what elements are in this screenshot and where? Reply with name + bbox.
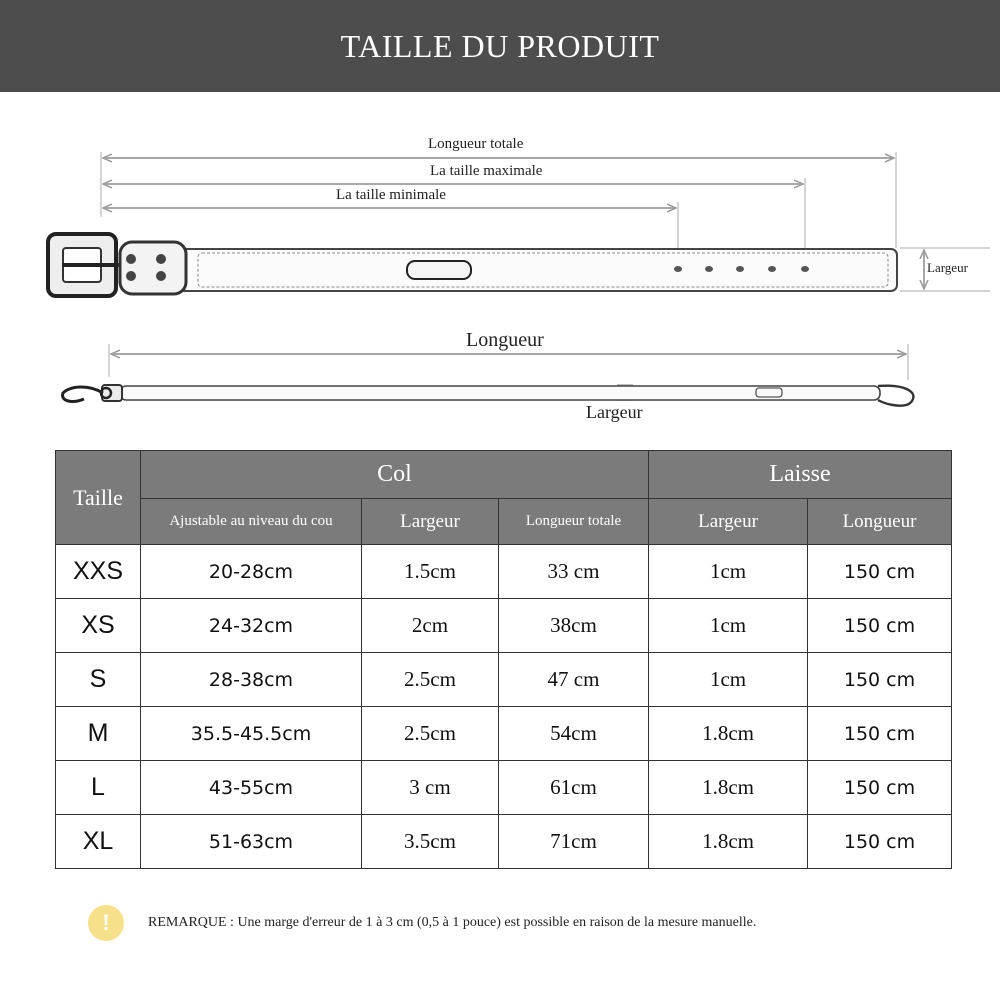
product-diagram — [0, 92, 1000, 442]
adjustable-cell: 43-55cm — [141, 761, 362, 815]
leash-length-cell: 150 cm — [808, 545, 952, 599]
size-table — [55, 450, 952, 869]
leash-width-cell: 1cm — [649, 653, 808, 707]
leash-illustration — [63, 385, 914, 406]
table-row — [56, 545, 952, 599]
adjustable-cell: 24-32cm — [141, 599, 362, 653]
table-row — [56, 653, 952, 707]
collar-group-header: Col — [141, 451, 649, 499]
leash-length-cell: 150 cm — [808, 653, 952, 707]
total-length-header: Longueur totale — [499, 499, 649, 545]
leash-group-header: Laisse — [649, 451, 952, 499]
total-length-cell: 47 cm — [499, 653, 649, 707]
total-length-cell: 33 cm — [499, 545, 649, 599]
leash-length-cell: 150 cm — [808, 599, 952, 653]
total-length-cell: 61cm — [499, 761, 649, 815]
page-header — [0, 0, 1000, 92]
adjustable-header: Ajustable au niveau du cou — [141, 499, 362, 545]
table-row — [56, 815, 952, 869]
collar-min-size-label: La taille minimale — [336, 187, 446, 203]
total-length-cell: 71cm — [499, 815, 649, 869]
adjustable-cell: 20-28cm — [141, 545, 362, 599]
size-column-header: Taille — [56, 451, 141, 545]
leash-length-cell: 150 cm — [808, 815, 952, 869]
leash-length-cell: 150 cm — [808, 761, 952, 815]
adjustable-cell: 51-63cm — [141, 815, 362, 869]
leash-width-header: Largeur — [649, 499, 808, 545]
size-cell: L — [56, 761, 141, 815]
table-row — [56, 707, 952, 761]
collar-width-cell: 3 cm — [362, 761, 499, 815]
size-cell: XS — [56, 599, 141, 653]
collar-width-header: Largeur — [362, 499, 499, 545]
leash-length-label: Longueur — [466, 329, 544, 351]
collar-width-cell: 1.5cm — [362, 545, 499, 599]
table-row — [56, 599, 952, 653]
collar-width-cell: 2cm — [362, 599, 499, 653]
leash-width-cell: 1.8cm — [649, 707, 808, 761]
size-cell: XL — [56, 815, 141, 869]
leash-length-cell: 150 cm — [808, 707, 952, 761]
leash-width-label: Largeur — [586, 402, 643, 422]
leash-width-cell: 1cm — [649, 545, 808, 599]
page-title: TAILLE DU PRODUIT — [340, 27, 660, 64]
leash-width-cell: 1.8cm — [649, 815, 808, 869]
total-length-cell: 38cm — [499, 599, 649, 653]
collar-width-cell: 2.5cm — [362, 653, 499, 707]
table-row — [56, 761, 952, 815]
collar-width-label: Largeur — [927, 260, 968, 275]
adjustable-cell: 28-38cm — [141, 653, 362, 707]
collar-max-size-label: La taille maximale — [430, 163, 543, 179]
collar-total-length-label: Longueur totale — [428, 136, 524, 152]
adjustable-cell: 35.5-45.5cm — [141, 707, 362, 761]
remark-text: REMARQUE : Une marge d'erreur de 1 à 3 cm (0,5 à 1 pouce) est possible en raison de la mesure manuelle. — [148, 915, 757, 930]
collar-width-cell: 2.5cm — [362, 707, 499, 761]
total-length-cell: 54cm — [499, 707, 649, 761]
size-cell: S — [56, 653, 141, 707]
leash-length-header: Longueur — [808, 499, 952, 545]
size-cell: M — [56, 707, 141, 761]
collar-width-cell: 3.5cm — [362, 815, 499, 869]
collar-illustration — [48, 234, 897, 296]
remark-note — [88, 905, 756, 941]
exclamation-icon: ! — [88, 905, 124, 941]
leash-width-cell: 1.8cm — [649, 761, 808, 815]
leash-width-cell: 1cm — [649, 599, 808, 653]
size-cell: XXS — [56, 545, 141, 599]
